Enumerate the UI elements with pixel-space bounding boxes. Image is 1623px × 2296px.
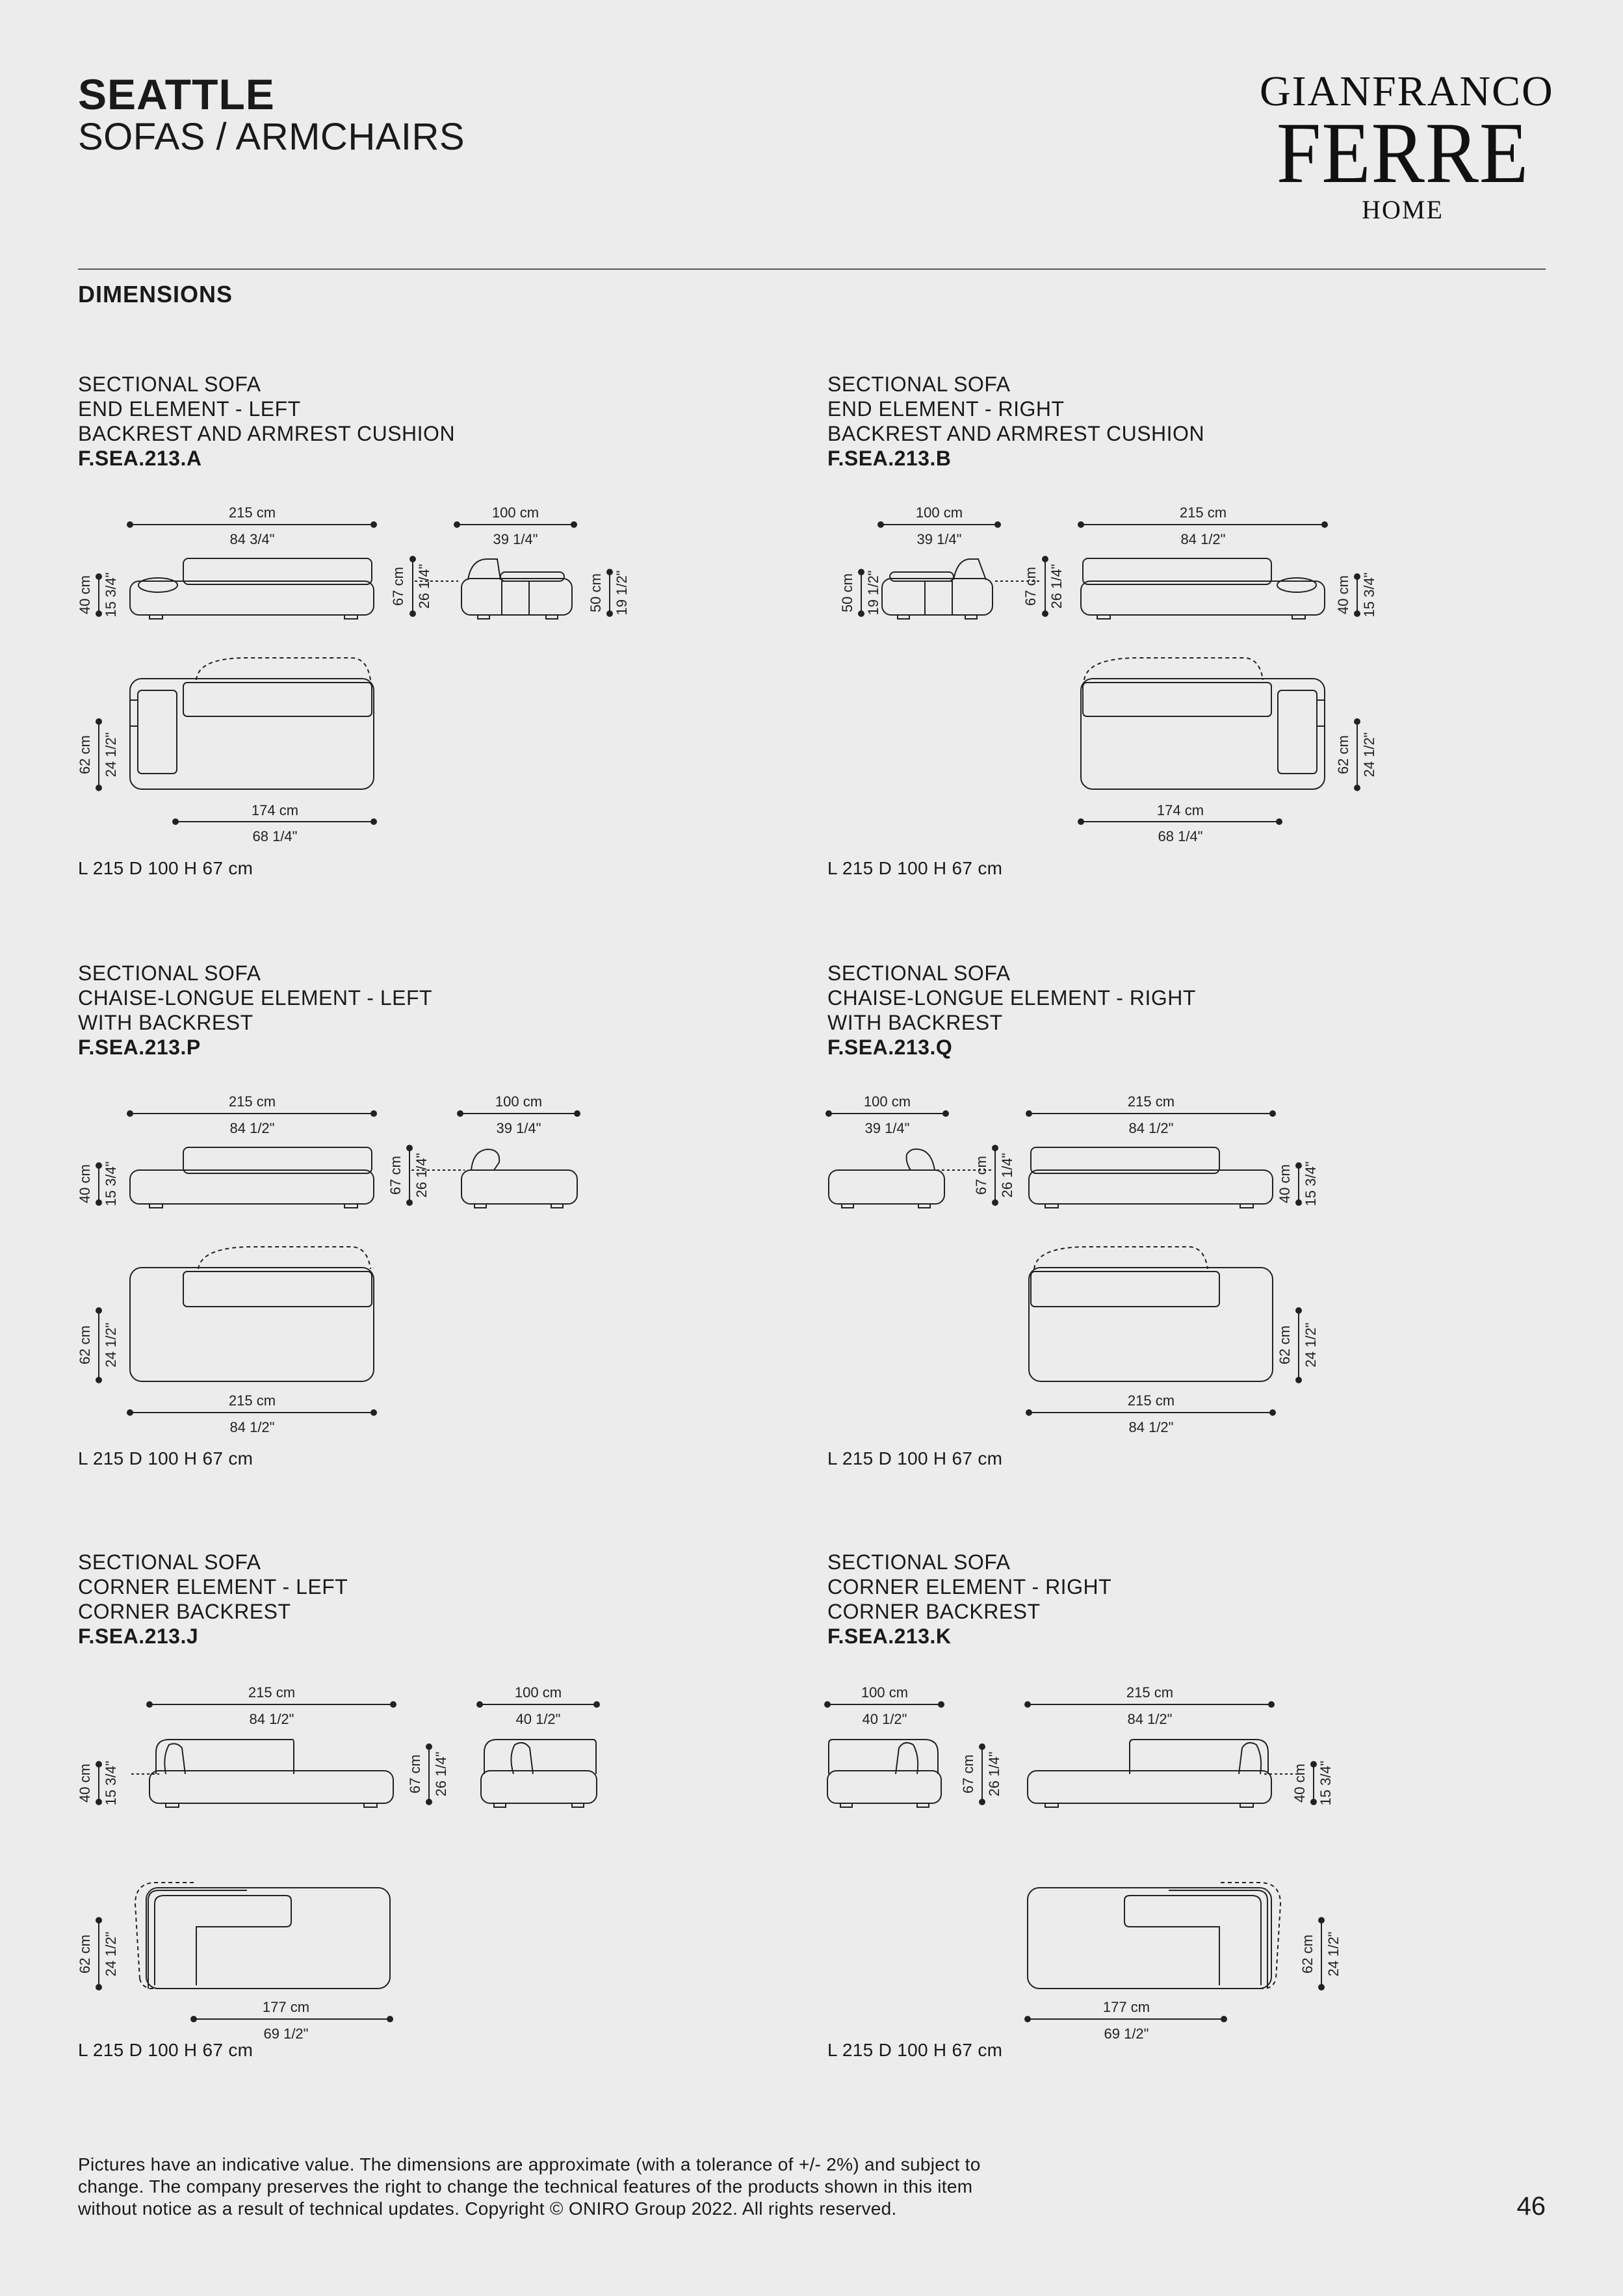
logo-line-1: GIANFRANCO xyxy=(1260,68,1554,115)
disclaimer-line-3: without notice as a result of technical updates. Copyright © ONIRO Group 2022. All rights reserved. xyxy=(78,2198,897,2219)
dim-seat-height-in: 15 3/4" xyxy=(1318,1760,1334,1806)
product-code: F.SEA.213.B xyxy=(827,447,952,470)
block-line-3: BACKREST AND ARMREST CUSHION xyxy=(78,422,456,445)
block-line-3: WITH BACKREST xyxy=(827,1011,1003,1034)
dim-plan-width-cm: 215 cm xyxy=(1127,1392,1175,1409)
dimension-summary: L 215 D 100 H 67 cm xyxy=(78,1448,253,1468)
disclaimer xyxy=(78,2154,1118,2220)
dim-seat-height-cm: 40 cm xyxy=(1277,1164,1293,1203)
block-line-1: SECTIONAL SOFA xyxy=(78,961,261,985)
block-line-1: SECTIONAL SOFA xyxy=(827,961,1011,985)
dim-seat-height-in: 15 3/4" xyxy=(1361,572,1377,618)
dim-depth-in: 24 1/2" xyxy=(103,1931,119,1977)
dimension-summary: L 215 D 100 H 67 cm xyxy=(78,2040,253,2060)
dim-total-height-in: 26 1/4" xyxy=(986,1751,1002,1797)
dim-plan-width-in: 68 1/4" xyxy=(1158,828,1203,844)
section-label: DIMENSIONS xyxy=(78,281,233,307)
dim-total-height-in: 26 1/4" xyxy=(433,1751,449,1797)
dim-side-width-in: 40 1/2" xyxy=(862,1711,907,1727)
dim-plan-width-in: 69 1/2" xyxy=(263,2026,309,2042)
series-title: SEATTLE xyxy=(78,70,275,118)
product-code: F.SEA.213.A xyxy=(78,447,202,470)
dim-side-width-cm: 100 cm xyxy=(863,1093,911,1110)
dim-front-width-cm: 215 cm xyxy=(1126,1684,1174,1701)
block-line-2: CORNER ELEMENT - RIGHT xyxy=(827,1575,1112,1598)
dim-depth-in: 24 1/2" xyxy=(1303,1322,1319,1368)
dim-side-width-cm: 100 cm xyxy=(491,504,539,521)
dim-depth-cm: 62 cm xyxy=(1277,1325,1293,1364)
logo-line-2: FERRE xyxy=(1276,105,1529,201)
dim-depth-cm: 62 cm xyxy=(77,1325,93,1364)
block-line-2: END ELEMENT - RIGHT xyxy=(827,397,1065,421)
dim-depth-cm: 62 cm xyxy=(77,735,93,774)
dimension-summary: L 215 D 100 H 67 cm xyxy=(827,1448,1003,1468)
dim-depth-in: 24 1/2" xyxy=(103,732,119,777)
dim-seat-height-cm: 40 cm xyxy=(77,1764,93,1803)
dim-seat-height-in: 15 3/4" xyxy=(1303,1161,1319,1207)
dimension-drawing xyxy=(78,961,793,1468)
logo-line-3: HOME xyxy=(1362,195,1444,225)
dim-plan-width-cm: 177 cm xyxy=(262,1999,310,2015)
dim-total-height-cm: 67 cm xyxy=(407,1755,423,1794)
page-number: 46 xyxy=(1516,2192,1546,2221)
dim-total-height-in: 26 1/4" xyxy=(999,1153,1015,1198)
dim-seat-height-in: 15 3/4" xyxy=(103,572,119,618)
dim-total-height-in: 26 1/4" xyxy=(416,564,432,609)
block-line-2: CORNER ELEMENT - LEFT xyxy=(78,1575,348,1598)
dim-side-height-in: 19 1/2" xyxy=(614,570,630,616)
dim-total-height-in: 26 1/4" xyxy=(413,1153,430,1198)
dim-plan-width-cm: 174 cm xyxy=(1156,802,1204,818)
dimension-drawing xyxy=(827,961,1542,1468)
dim-total-height-cm: 67 cm xyxy=(387,1156,404,1195)
dim-front-width-in: 84 1/2" xyxy=(1127,1711,1173,1727)
product-block-end-right xyxy=(827,372,1542,931)
dimension-summary: L 215 D 100 H 67 cm xyxy=(78,858,253,878)
block-line-1: SECTIONAL SOFA xyxy=(827,1550,1011,1574)
dimension-summary: L 215 D 100 H 67 cm xyxy=(827,2040,1003,2060)
dim-seat-height-in: 15 3/4" xyxy=(103,1760,119,1806)
product-code: F.SEA.213.J xyxy=(78,1624,199,1648)
disclaimer-line-1: Pictures have an indicative value. The dimensions are approximate (with a tolerance of +/- 2%) and subject to xyxy=(78,2154,981,2174)
dim-depth-cm: 62 cm xyxy=(1335,735,1351,774)
dim-side-height-cm: 50 cm xyxy=(588,573,604,612)
product-code: F.SEA.213.P xyxy=(78,1036,201,1059)
dim-side-width-in: 40 1/2" xyxy=(515,1711,561,1727)
dim-total-height-cm: 67 cm xyxy=(973,1156,989,1195)
product-block-corner-left xyxy=(78,1550,793,2109)
dim-plan-width-in: 84 1/2" xyxy=(229,1419,275,1435)
block-line-2: CHAISE-LONGUE ELEMENT - LEFT xyxy=(78,986,433,1010)
product-block-end-left xyxy=(78,372,793,931)
dim-depth-in: 24 1/2" xyxy=(103,1322,119,1368)
product-block-chaise-right xyxy=(827,961,1542,1520)
dim-side-width-in: 39 1/4" xyxy=(864,1120,910,1136)
block-line-3: BACKREST AND ARMREST CUSHION xyxy=(827,422,1205,445)
product-code: F.SEA.213.K xyxy=(827,1624,952,1648)
dimension-drawing xyxy=(78,1550,793,2057)
block-line-1: SECTIONAL SOFA xyxy=(827,372,1011,396)
dim-front-width-cm: 215 cm xyxy=(1179,504,1227,521)
dim-total-height-cm: 67 cm xyxy=(390,567,406,606)
dim-depth-in: 24 1/2" xyxy=(1361,732,1377,777)
dim-front-width-cm: 215 cm xyxy=(248,1684,296,1701)
dim-side-height-cm: 50 cm xyxy=(839,573,855,612)
series-subtitle: SOFAS / ARMCHAIRS xyxy=(78,116,465,158)
dim-front-width-in: 84 1/2" xyxy=(229,1120,275,1136)
block-line-2: END ELEMENT - LEFT xyxy=(78,397,301,421)
product-block-corner-right xyxy=(827,1550,1542,2109)
dim-seat-height-in: 15 3/4" xyxy=(103,1161,119,1207)
header-divider xyxy=(78,268,1546,270)
dimension-drawing xyxy=(827,372,1542,879)
block-line-2: CHAISE-LONGUE ELEMENT - RIGHT xyxy=(827,986,1196,1010)
dim-front-width-in: 84 3/4" xyxy=(229,531,275,547)
dim-front-width-in: 84 1/2" xyxy=(1180,531,1226,547)
dim-plan-width-in: 69 1/2" xyxy=(1104,2026,1149,2042)
dim-plan-width-in: 68 1/4" xyxy=(252,828,298,844)
dim-total-height-cm: 67 cm xyxy=(960,1755,976,1794)
product-code: F.SEA.213.Q xyxy=(827,1036,953,1059)
dim-depth-cm: 62 cm xyxy=(77,1935,93,1974)
dimension-drawing xyxy=(827,1550,1542,2057)
dimension-drawing xyxy=(78,372,793,879)
dim-plan-width-in: 84 1/2" xyxy=(1128,1419,1174,1435)
block-line-3: CORNER BACKREST xyxy=(827,1600,1041,1623)
dim-depth-in: 24 1/2" xyxy=(1325,1931,1342,1977)
dim-total-height-in: 26 1/4" xyxy=(1048,564,1065,609)
dim-front-width-in: 84 1/2" xyxy=(1128,1120,1174,1136)
dim-depth-cm: 62 cm xyxy=(1299,1935,1316,1974)
dimension-summary: L 215 D 100 H 67 cm xyxy=(827,858,1003,878)
dim-side-width-cm: 100 cm xyxy=(861,1684,909,1701)
dim-total-height-cm: 67 cm xyxy=(1022,567,1039,606)
block-line-1: SECTIONAL SOFA xyxy=(78,1550,261,1574)
block-line-3: CORNER BACKREST xyxy=(78,1600,291,1623)
dim-side-width-cm: 100 cm xyxy=(915,504,963,521)
dim-plan-width-cm: 215 cm xyxy=(228,1392,276,1409)
dim-side-width-cm: 100 cm xyxy=(495,1093,543,1110)
dim-seat-height-cm: 40 cm xyxy=(77,1164,93,1203)
dim-front-width-cm: 215 cm xyxy=(1127,1093,1175,1110)
dim-plan-width-cm: 177 cm xyxy=(1102,1999,1150,2015)
dim-front-width-cm: 215 cm xyxy=(228,1093,276,1110)
dim-seat-height-cm: 40 cm xyxy=(77,575,93,614)
dim-plan-width-cm: 174 cm xyxy=(251,802,299,818)
block-line-1: SECTIONAL SOFA xyxy=(78,372,261,396)
dim-front-width-cm: 215 cm xyxy=(228,504,276,521)
brand-logo xyxy=(1260,68,1554,225)
dim-side-width-in: 39 1/4" xyxy=(916,531,962,547)
disclaimer-line-2: change. The company preserves the right to change the technical features of the products shown in this item xyxy=(78,2176,973,2197)
dim-seat-height-cm: 40 cm xyxy=(1292,1764,1308,1803)
block-line-3: WITH BACKREST xyxy=(78,1011,253,1034)
product-block-chaise-left xyxy=(78,961,793,1520)
dim-side-width-cm: 100 cm xyxy=(514,1684,562,1701)
dim-seat-height-cm: 40 cm xyxy=(1335,575,1351,614)
dim-side-width-in: 39 1/4" xyxy=(493,531,538,547)
dim-front-width-in: 84 1/2" xyxy=(249,1711,294,1727)
dim-side-height-in: 19 1/2" xyxy=(865,570,881,616)
dim-side-width-in: 39 1/4" xyxy=(496,1120,541,1136)
